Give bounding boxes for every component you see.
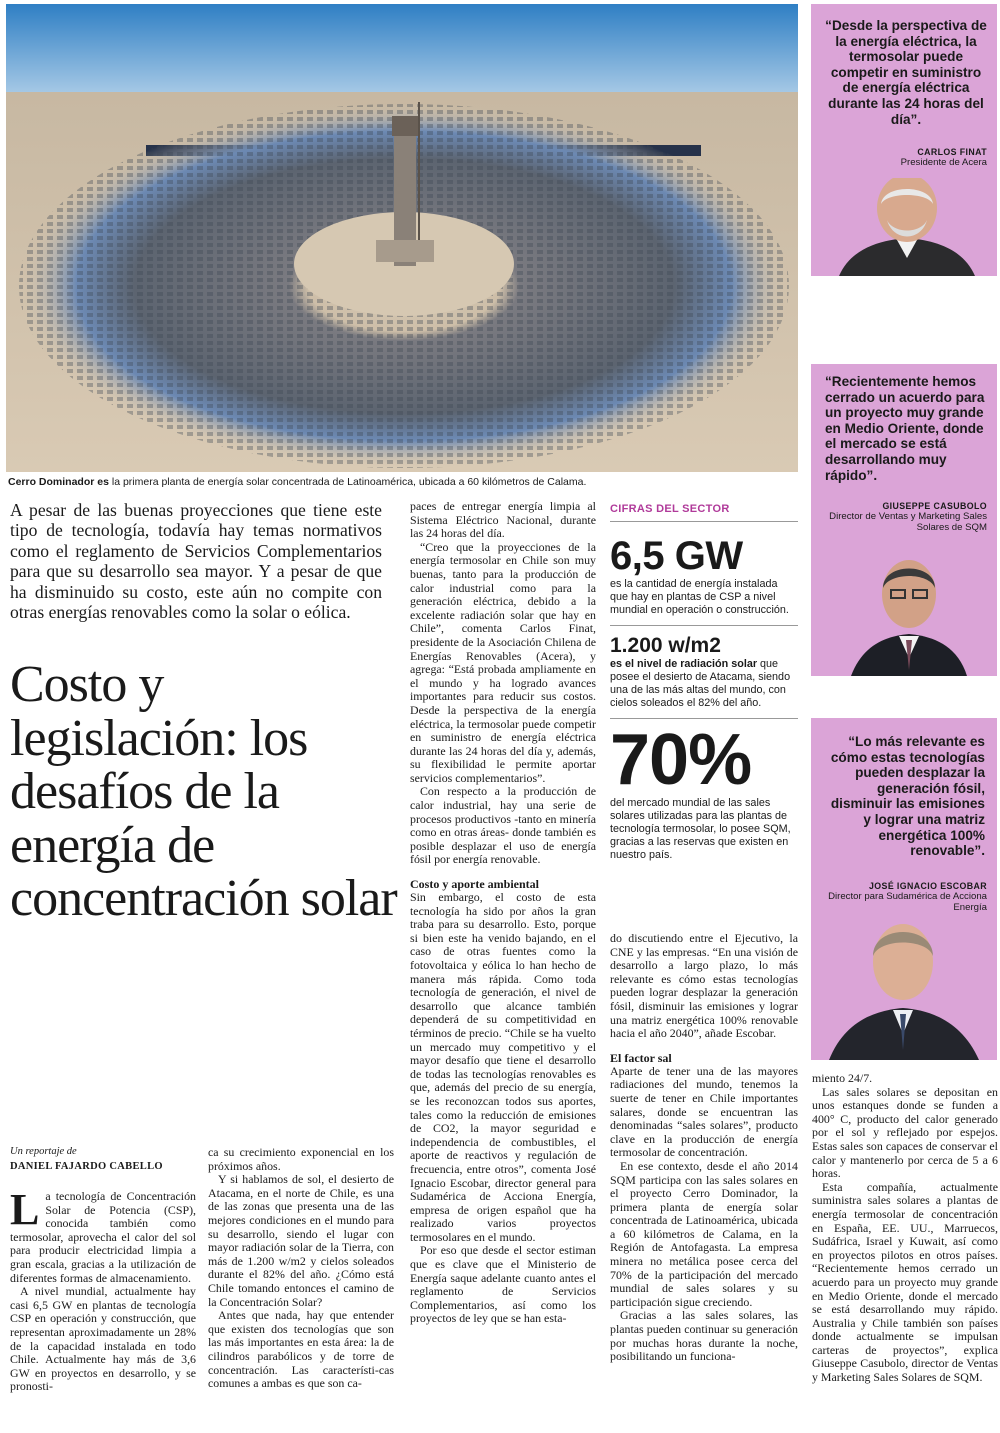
quote-box-casubolo xyxy=(811,364,997,676)
paragraph: Las sales solares se depositan en unos estanques donde se funden a 400° C, producto del calor generado por el sol y reflejado por espejos. Estas sales son capaces de conservar el calor y mantenerlo por cerca de 5 a 6 horas. xyxy=(812,1084,998,1181)
stat-value-gw: 6,5 GW xyxy=(610,534,743,578)
quote-role: Presidente de Acera xyxy=(900,157,987,169)
subheading-factor-sal: El factor sal xyxy=(610,1050,672,1065)
stat-text-rest: que posee el desierto de Atacama, siendo una de las más altas del mundo, con cielos soleados el 82% del año. xyxy=(610,658,791,709)
subheading-costo: Costo y aporte ambiental xyxy=(410,877,539,892)
paragraph: En ese contexto, desde el año 2014 SQM participa con las sales solares en el proyecto Cerro Dominador, la primera planta de energía solar concentrada de Latinoamérica, ubicada a 60 kilómetros de Calama, en la Región de Antofagasta. La empresa minera no metálica posee cerca del 70% de la participación del mercado mundial de sales solares y su participación sigue creciendo. xyxy=(610,1158,798,1309)
body-column-1 xyxy=(10,1185,196,1394)
paragraph: Esta compañía, actualmente suministra sales solares a plantas de energía termosolar de concentración en España, EE. UU., Marruecos, Sudáfrica, Israel y Kuwait, así como en proyectos pilotos en otros países. “Recientemente hemos cerrado un acuerdo para un proyecto muy grande en Medio Oriente, donde el mercado se está desarrollando muy rápido. Australia y Chile también son países donde actualmente se impulsan carteras de proyectos”, explica Giuseppe Casubolo, director de Ventas y Marketing Sales Solares de SQM. xyxy=(812,1179,998,1385)
paragraph: Con respecto a la producción de calor industrial, hay una serie de procesos productivos -tanto en minería como en otras áreas- donde también es posible desplazar el uso de energía fósil por energía renovable. xyxy=(410,784,596,867)
paragraph: Por eso que desde el sector estiman que es clave que el Ministerio de Energía saque adelante cuanto antes el reglamento de Servicios Complementarios, así como los proyectos de ley que se han esta- xyxy=(410,1243,596,1326)
paragraph: Antes que nada, hay que entender que existen dos tecnologías que son las más importantes en esta área: la de cilindros parabólicos y de torre de concentración. Las característi-cas comunes a ambas es que son ca- xyxy=(208,1308,394,1391)
stat-text-bold: es el nivel de radiación solar xyxy=(610,658,758,670)
paragraph: A nivel mundial, actualmente hay casi 6,5 GW en plantas de tecnología CSP en operación y construcción, que representan aproximadamente un 28% de la capacidad instalada en todo Chile. Actualmente hay más de 3,6 GW en proyectos en desarrollo, y se pronosti- xyxy=(10,1284,196,1394)
caption-bold: Cerro Dominador es xyxy=(8,476,109,488)
headline: Costo y legislación: los desafíos de la energía de concentración solar xyxy=(10,656,397,927)
stat-text-radiation xyxy=(610,658,798,719)
paragraph: “Creo que la proyecciones de la energía termosolar en Chile son muy buenas, tanto para la producción de calor industrial como para la generación eléctrica, debido a la excelente radiación solar que hay en Chile”, comenta Carlos Finat, presidente de la Asociación Chilena de Energías Renovables (Acera), y agrega: “Está probada ampliamente en el mundo y ha logrado avances importantes para reducir sus costos. Desde la perspectiva de la energía eléctrica, la termosolar puede competir en suministro de energía eléctrica durante las 24 horas del día y, además, su flexibilidad le permite aportar servicios complementarios”. xyxy=(410,539,596,785)
paragraph-text: a tecnología de Concentración Solar de Potencia (CSP), conocida también como termosolar, aprovecha el calor del sol para producir electricidad limpia a gran escala, gracias a la utilización de diferentes formas de almacenamiento. xyxy=(10,1189,196,1285)
paragraph: Aparte de tener una de las mayores radiaciones del mundo, tenemos la suerte de tener en Chile importantes salares, donde se encuentran las denominadas “sales solares”, producto clave en la producción de energía termosolar de concentración. xyxy=(610,1063,798,1160)
quote-box-finat xyxy=(811,4,997,276)
intro-paragraph: A pesar de las buenas proyecciones que tiene este tipo de tecnología, todavía hay temas normativos como el reglamento de Servicios Complementarios para que su desarrollo sea mayor. Y a pesar de que ha disminuido su costo, este aún no compite con otras energías renovables como la solar o eólica. xyxy=(10,500,382,623)
cifras-del-sector xyxy=(610,503,798,870)
byline-author: DANIEL FAJARDO CABELLO xyxy=(10,1161,163,1172)
photo-caption xyxy=(8,476,798,489)
quote-role: Director para Sudamérica de Acciona Energía xyxy=(828,890,987,913)
paragraph: Y si hablamos de sol, el desierto de Atacama, en el norte de Chile, es una de las zonas que presenta una de las mejores condiciones en el mundo para su desarrollo, siendo el lugar con mayor radiación solar de la Tierra, con más de 1.200 w/m2 y cielos soleados durante el 82% del año. ¿Cómo está Chile tomando entonces el camino de la Concentración Solar? xyxy=(208,1172,394,1309)
quote-name: GIUSEPPE CASUBOLO xyxy=(882,501,987,512)
paragraph: Sin embargo, el costo de esta tecnología ha sido por años la gran traba para su desarrollo. Esto, porque si bien este ha venido bajando, en el caso de otras fuentes como la fotovoltaica y eólica lo han hecho de manera más rápida. Como toda tecnología de generación, el nivel de desarrollo que alcance también dependerá de su competitividad en términos de precio. “Chile se ha vuelto un mercado muy competitivo y el mayor desafío que tiene el desarrollo de todas las tecnologías renovables es que, además del precio de su energía, se les reconozcan todos sus aportes, tales como la reducción de emisiones de CO2, la mayor seguridad e independencia de combustibles, el aporte de reactivos y regulación de frecuencia, entre otros”, comenta José Ignacio Escobar, director general para Sudamérica de Acciona Energía, empresa de origen español que ha realizado varios proyectos termosolares en el mundo. xyxy=(410,890,596,1244)
caption-text: la primera planta de energía solar concentrada de Latinoamérica, ubicada a 60 kilómetros de Calama. xyxy=(108,476,587,488)
quote-text: “Recientemente hemos cerrado un acuerdo para un proyecto muy grande en Medio Oriente, donde el mercado se está desarrollando muy rápido”. xyxy=(825,374,985,483)
quote-text: “Lo más relevante es cómo estas tecnologías pueden desplazar la generación fósil, disminuir las emisiones y lograr una matriz energética 100% renovable”. xyxy=(830,734,985,859)
solar-plant-photo xyxy=(6,4,798,472)
quote-name: JOSÉ IGNACIO ESCOBAR xyxy=(869,880,987,891)
stat-value-radiation: 1.200 w/m2 xyxy=(610,634,721,657)
body-column-2 xyxy=(208,1146,394,1391)
stat-text-percent: del mercado mundial de las sales solares utilizadas para las plantas de tecnología termosolar, lo posee SQM, gracias a las reservas que existen en nuestro país. xyxy=(610,797,791,861)
paragraph xyxy=(10,1185,196,1285)
body-column-5 xyxy=(812,1072,998,1385)
body-column-3 xyxy=(410,500,596,1326)
solar-plant-illustration xyxy=(6,4,798,472)
paragraph: ca su crecimiento exponencial en los próximos años. xyxy=(208,1145,394,1173)
paragraph: Gracias a las sales solares, las plantas pueden continuar su generación por muchas horas durante la noche, posibilitando un funciona- xyxy=(610,1308,798,1364)
portrait-carlos-finat xyxy=(811,178,997,276)
byline-label: Un reportaje de xyxy=(10,1146,77,1157)
cifras-label: CIFRAS DEL SECTOR xyxy=(610,503,798,522)
quote-name: CARLOS FINAT xyxy=(917,147,987,158)
stat-text-gw: es la cantidad de energía instalada que hay en plantas de CSP a nivel mundial en operación o construcción. xyxy=(610,578,798,626)
body-column-4 xyxy=(610,932,798,1364)
quote-text: “Desde la perspectiva de la energía eléctrica, la termosolar puede competir en suministro de energía eléctrica durante las 24 horas del día”. xyxy=(825,18,987,127)
portrait-jose-ignacio-escobar xyxy=(811,910,997,1060)
stat-value-percent: 70% xyxy=(610,720,752,800)
paragraph: paces de entregar energía limpia al Sistema Eléctrico Nacional, durante las 24 horas del día. xyxy=(410,499,596,541)
paragraph: do discutiendo entre el Ejecutivo, la CNE y las empresas. “En una visión de desarrollo a largo plazo, lo más relevante es cómo estas tecnologías pueden lograr desplazar la generación fósil, disminuir las emisiones y lograr una matriz energética 100% renovable hacia el año 2040”, añade Escobar. xyxy=(610,931,798,1041)
paragraph: miento 24/7. xyxy=(812,1071,873,1085)
quote-role: Director de Ventas y Marketing Sales Solares de SQM xyxy=(829,511,987,534)
drop-cap: L xyxy=(10,1185,40,1234)
quote-box-escobar xyxy=(811,718,997,1060)
portrait-giuseppe-casubolo xyxy=(811,548,997,676)
